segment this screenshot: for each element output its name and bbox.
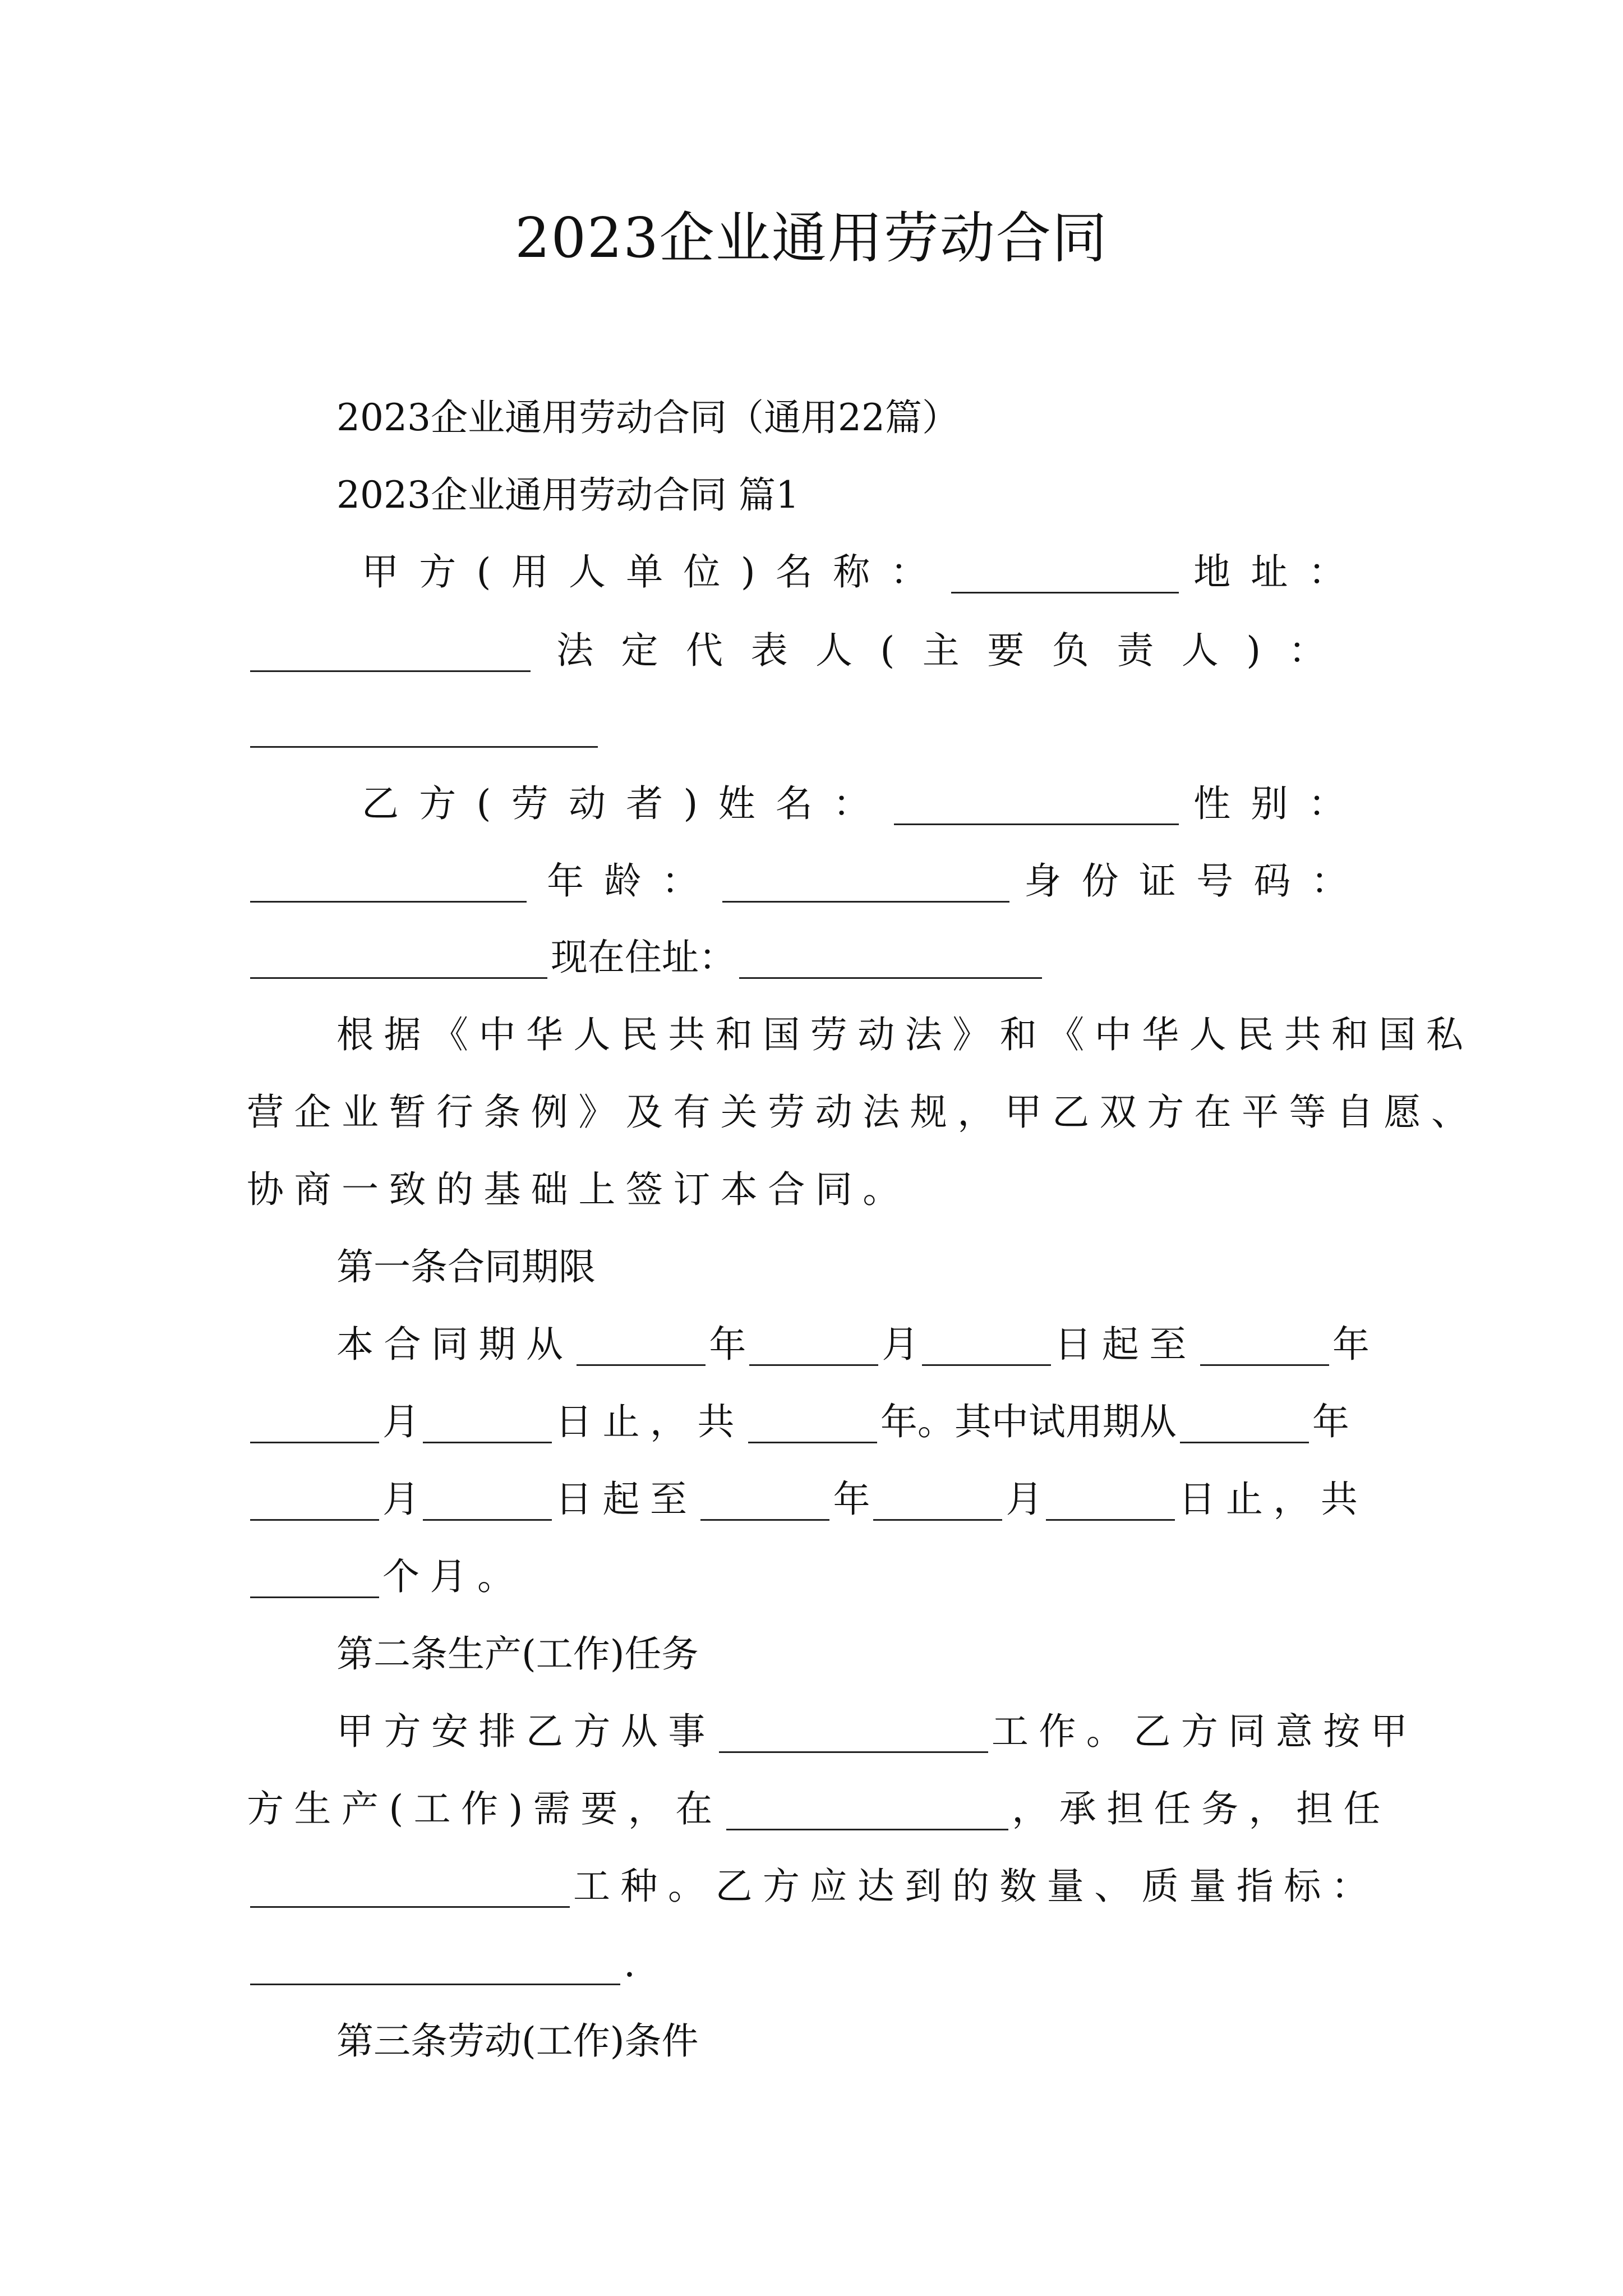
- probation-end-month-blank[interactable]: [873, 1479, 1002, 1521]
- quality-target-blank[interactable]: [250, 1943, 620, 1985]
- party-a-rep-blank-row: [247, 696, 1391, 757]
- work-location-blank[interactable]: [726, 1788, 1008, 1830]
- start-year-blank[interactable]: [577, 1324, 706, 1366]
- start-month-blank[interactable]: [749, 1324, 878, 1366]
- party-b-address-row: [247, 927, 1391, 988]
- probation-start-day-blank[interactable]: [423, 1479, 552, 1521]
- preamble-line-3: 协商一致的基础上签订本合同。: [247, 1168, 910, 1211]
- probation-months-blank[interactable]: [250, 1556, 379, 1598]
- article-2-line-4: .: [247, 1933, 1391, 1995]
- article-2-line-2: 方生产(工作)需要，在 ，承担任务，担任: [247, 1787, 1391, 1830]
- party-a-address-label: 地址：: [1193, 550, 1366, 593]
- party-a-name-label: 甲方(用人单位)名称：: [362, 550, 948, 593]
- document-subtitle: 2023企业通用劳动合同（通用22篇）: [336, 396, 959, 439]
- party-a-address-blank[interactable]: [250, 630, 531, 672]
- term-years-blank[interactable]: [748, 1401, 877, 1443]
- party-b-id-label: 身份证号码：: [1024, 859, 1368, 903]
- party-b-age-blank[interactable]: [722, 861, 1009, 903]
- preamble-line-1: 根据《中华人民共和国劳动法》和《中华人民共和国私: [336, 1013, 1474, 1056]
- article-2-line-3: 工种。乙方应达到的数量、质量指标：: [247, 1856, 1391, 1917]
- end-year-blank[interactable]: [1200, 1324, 1329, 1366]
- article-1-line-2: 月 日止，共 年。其中试用期从 年: [247, 1391, 1391, 1453]
- article-2-heading: 第二条生产(工作)任务: [336, 1632, 699, 1676]
- party-b-address-label: 现在住址：: [551, 936, 736, 979]
- job-type-blank[interactable]: [250, 1866, 570, 1908]
- party-b-gender-label: 性别：: [1193, 782, 1366, 825]
- probation-start-month-blank[interactable]: [250, 1479, 379, 1521]
- article-1-line-1: 本合同期从 年 月 日起至 年: [336, 1323, 1370, 1366]
- probation-end-day-blank[interactable]: [1046, 1479, 1175, 1521]
- article-3-heading: 第三条劳动(工作)条件: [336, 2019, 699, 2063]
- party-a-rep-label: 法定代表人(主要负责人)：: [556, 629, 1353, 672]
- party-b-address-blank[interactable]: [739, 937, 1042, 979]
- party-a-name-blank[interactable]: [951, 551, 1179, 593]
- party-b-name-row: [362, 773, 1366, 835]
- job-assignment-blank[interactable]: [719, 1711, 988, 1753]
- article-1-line-3: 月 日起至 年 月 日止，共: [247, 1469, 1391, 1530]
- party-b-name-label: 乙方(劳动者)姓名：: [362, 782, 891, 825]
- party-a-name-row: [362, 541, 1366, 603]
- probation-start-year-blank[interactable]: [1180, 1401, 1309, 1443]
- party-a-rep-row: [247, 620, 1368, 682]
- section-heading: 2023企业通用劳动合同 篇1: [336, 473, 799, 517]
- party-b-age-row: [247, 850, 1368, 912]
- article-1-heading: 第一条合同期限: [336, 1245, 596, 1289]
- party-a-rep-blank[interactable]: [250, 706, 598, 748]
- start-day-blank[interactable]: [922, 1324, 1051, 1366]
- end-day-blank[interactable]: [423, 1401, 552, 1443]
- party-b-id-blank[interactable]: [250, 937, 547, 979]
- article-2-line-1: 甲方安排乙方从事 工作。乙方同意按甲: [336, 1710, 1418, 1753]
- party-b-age-label: 年龄：: [547, 859, 720, 903]
- party-b-gender-blank[interactable]: [250, 861, 527, 903]
- probation-end-year-blank[interactable]: [700, 1479, 829, 1521]
- party-b-name-blank[interactable]: [894, 783, 1179, 825]
- article-1-line-4: 个月。: [247, 1546, 1391, 1608]
- document-title: 2023企业通用劳动合同: [515, 206, 1108, 270]
- end-month-blank[interactable]: [250, 1401, 379, 1443]
- preamble-line-2: 营企业暂行条例》及有关劳动法规，甲乙双方在平等自愿、: [247, 1091, 1479, 1134]
